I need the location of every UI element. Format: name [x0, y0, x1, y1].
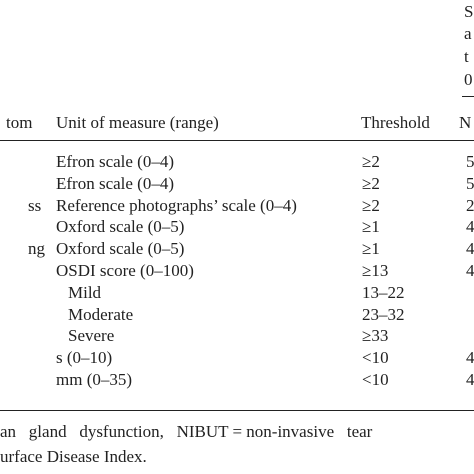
- column-header-symptom: tom: [6, 113, 33, 132]
- row-right-cell: 5: [466, 174, 474, 193]
- row-right-cell: 4: [466, 217, 474, 236]
- row-left-cell: ng: [28, 239, 45, 258]
- row-threshold-cell: ≥2: [362, 196, 380, 215]
- header-corner-line-2: a: [464, 24, 472, 43]
- row-unit-cell: mm (0–35): [56, 370, 133, 389]
- row-right-cell: 4: [466, 370, 474, 389]
- footnote-line-2: urface Disease Index.: [0, 447, 147, 466]
- row-threshold-cell: ≥33: [362, 326, 389, 345]
- row-threshold-cell: 23–32: [362, 305, 405, 324]
- row-right-cell: 4: [466, 348, 474, 367]
- row-threshold-cell: ≥2: [362, 174, 380, 193]
- row-threshold-cell: <10: [362, 370, 389, 389]
- row-unit-cell: s (0–10): [56, 348, 113, 367]
- column-header-threshold: Threshold: [361, 113, 430, 132]
- header-corner-line-3: t: [464, 47, 469, 66]
- row-threshold-cell: ≥13: [362, 261, 389, 280]
- row-unit-cell: Severe: [68, 326, 115, 345]
- row-left-cell: ss: [28, 196, 42, 215]
- row-threshold-cell: ≥1: [362, 239, 380, 258]
- table-bottom-rule: [0, 410, 474, 411]
- row-right-cell: 4: [466, 239, 474, 258]
- row-threshold-cell: ≥1: [362, 217, 380, 236]
- header-corner-line-4: 0: [464, 70, 473, 89]
- column-header-unit: Unit of measure (range): [56, 113, 219, 132]
- row-unit-cell: Efron scale (0–4): [56, 152, 175, 171]
- row-threshold-cell: 13–22: [362, 283, 405, 302]
- row-threshold-cell: ≥2: [362, 152, 380, 171]
- row-right-cell: 4: [466, 261, 474, 280]
- row-right-cell: 5: [466, 152, 474, 171]
- row-unit-cell: Efron scale (0–4): [56, 174, 175, 193]
- row-unit-cell: Mild: [68, 283, 102, 302]
- header-corner-line-1: S: [464, 2, 474, 21]
- header-group-rule: [462, 96, 474, 97]
- column-header-next: N: [459, 113, 472, 132]
- row-unit-cell: Moderate: [68, 305, 134, 324]
- row-threshold-cell: <10: [362, 348, 389, 367]
- footnote-line-1: an gland dysfunction, NIBUT = non-invasive tear: [0, 422, 373, 441]
- row-unit-cell: Oxford scale (0–5): [56, 217, 185, 236]
- header-rule: [0, 140, 474, 141]
- row-unit-cell: OSDI score (0–100): [56, 261, 194, 280]
- row-unit-cell: Oxford scale (0–5): [56, 239, 185, 258]
- row-right-cell: 2: [466, 196, 474, 215]
- row-unit-cell: Reference photographs’ scale (0–4): [56, 196, 297, 215]
